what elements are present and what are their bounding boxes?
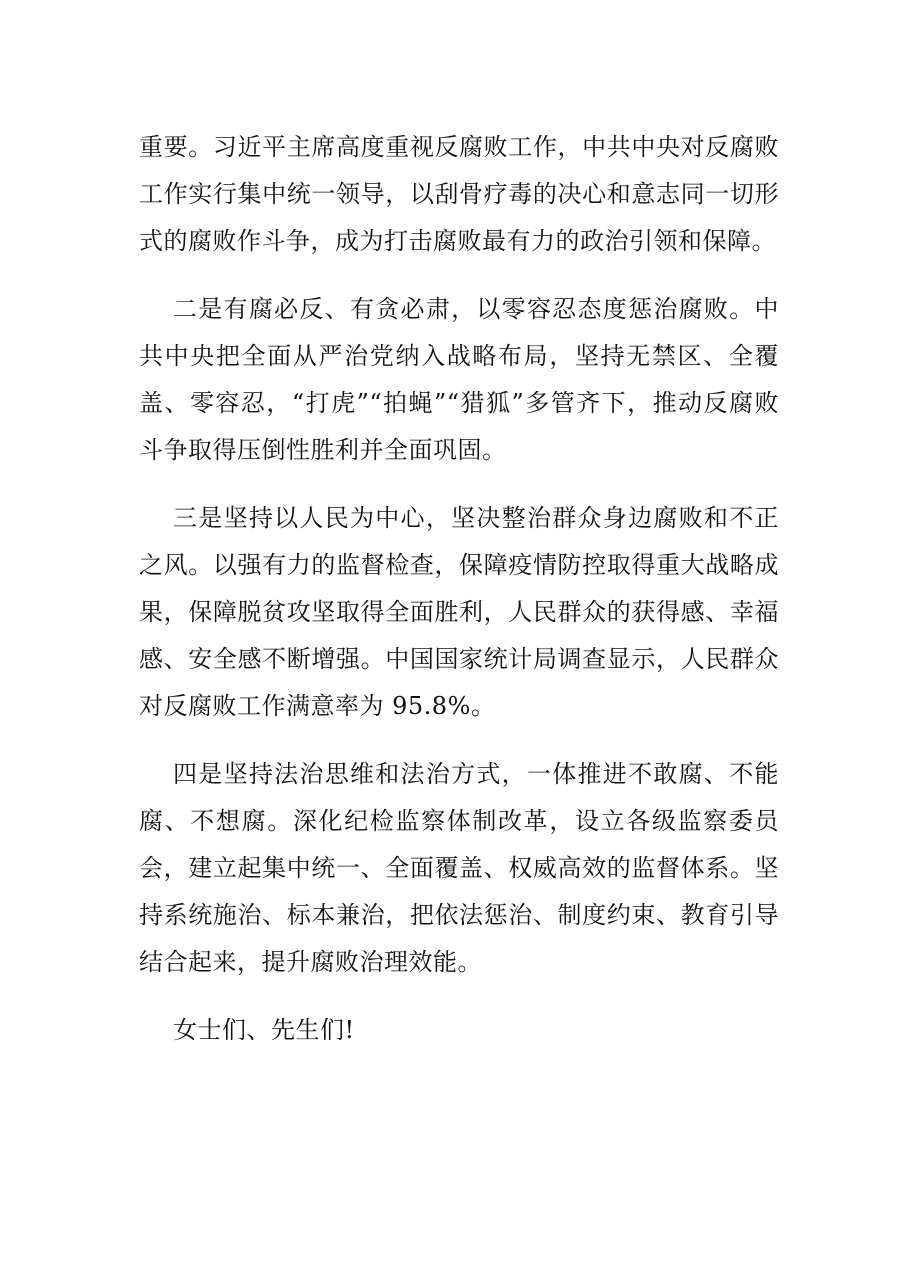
paragraph-salutation: 女士们、先生们! [173, 1016, 355, 1044]
paragraph-point-three: 三是坚持以人民为中心，坚决整治群众身边腐败和不正之风。以强有力的监督检查，保障疫情防控取得重大战略成果，保障脱贫攻坚取得全面胜利，人民群众的获得感、幸福感、安全感不断增强。中国国家统计局调查显示，人民群众对反腐败工作满意率为 95.8%。 [139, 504, 779, 720]
paragraph-point-two: 二是有腐必反、有贪必肃，以零容忍态度惩治腐败。中共中央把全面从严治党纳入战略布局，坚持无禁区、全覆盖、零容忍，“打虎”“拍蝇”“猎狐”多管齐下，推动反腐败斗争取得压倒性胜利并全面巩固。 [139, 295, 779, 464]
paragraph-point-four: 四是坚持法治思维和法治方式，一体推进不敢腐、不能腐、不想腐。深化纪检监察体制改革，设立各级监察委员会，建立起集中统一、全面覆盖、权威高效的监督体系。坚持系统施治、标本兼治，把依法惩治、制度约束、教育引导结合起来，提升腐败治理效能。 [139, 760, 779, 976]
document-body [139, 124, 779, 1075]
paragraph-continuation: 重要。习近平主席高度重视反腐败工作，中共中央对反腐败工作实行集中统一领导，以刮骨疗毒的决心和意志同一切形式的腐败作斗争，成为打击腐败最有力的政治引领和保障。 [139, 133, 779, 255]
